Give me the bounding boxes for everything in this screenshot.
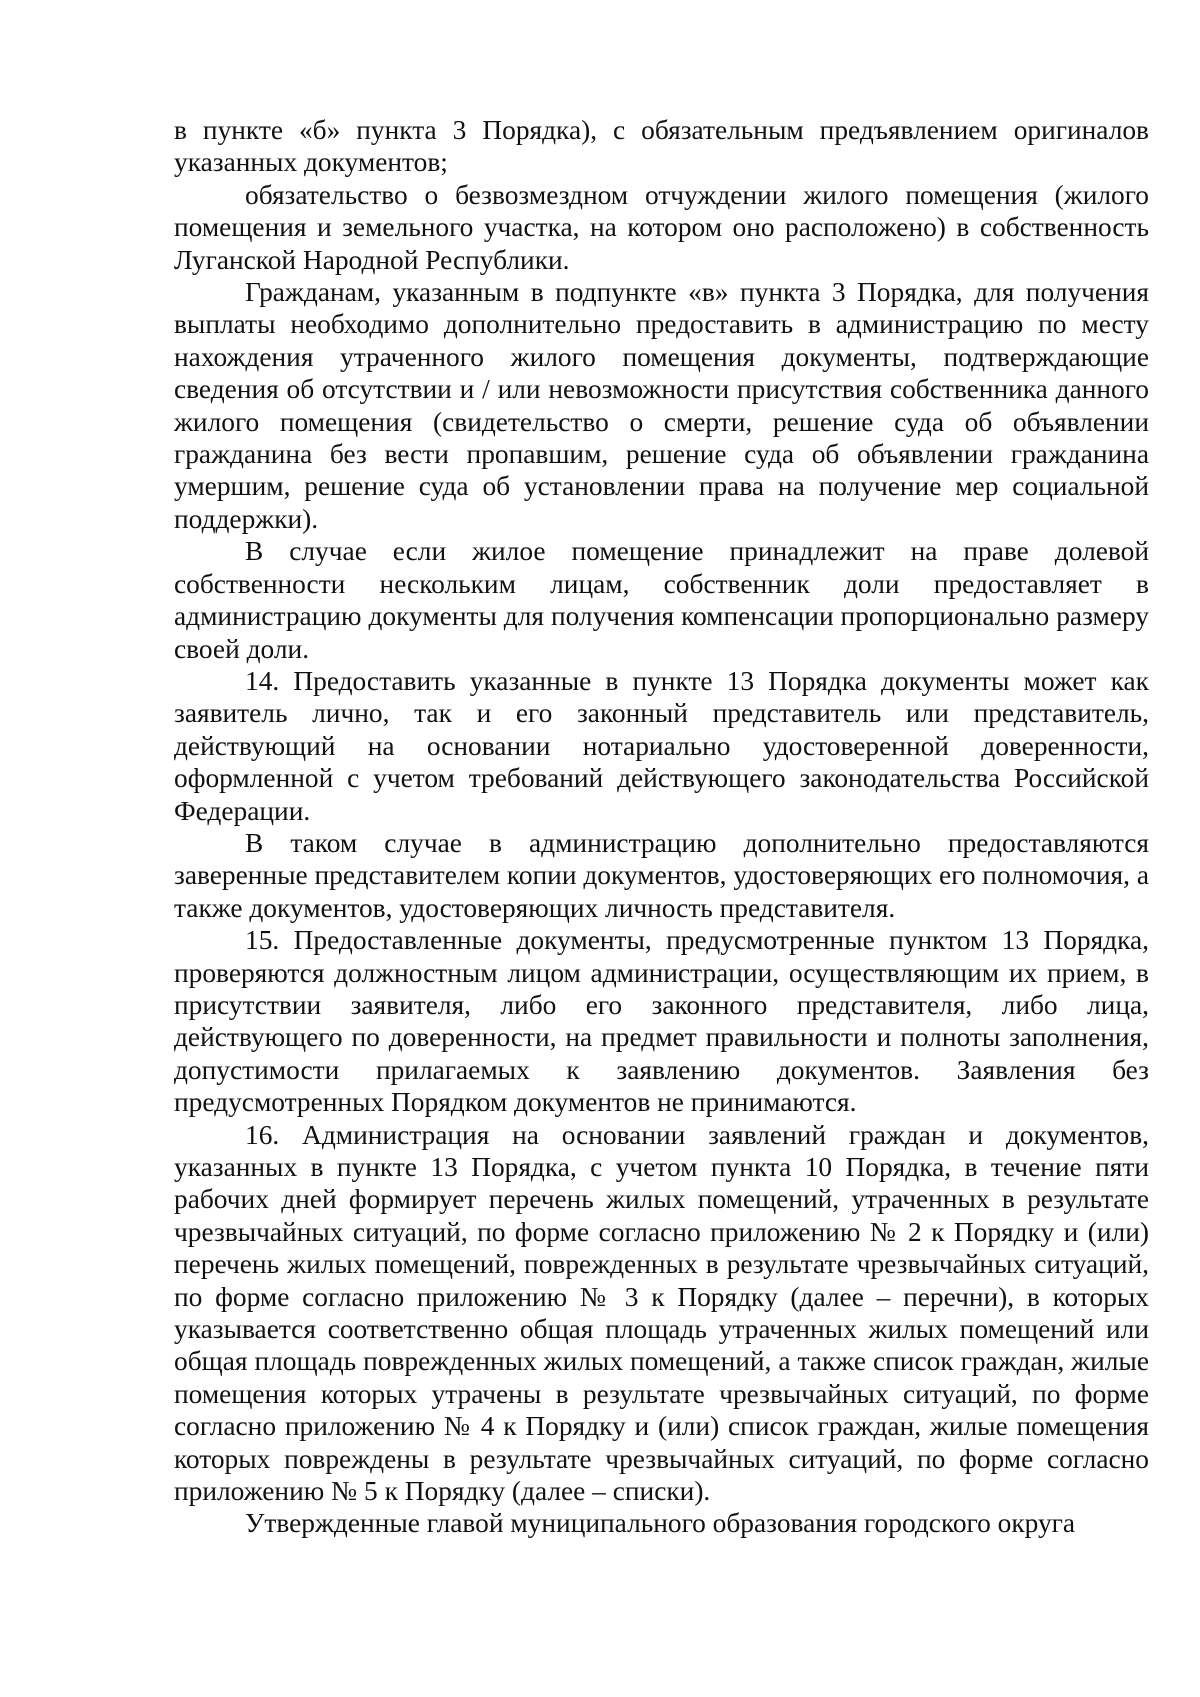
document-body	[174, 114, 1149, 1540]
paragraph-continuation: в пункте «б» пункта 3 Порядка), с обязательным предъявлением оригиналов указанных документов;	[174, 115, 1149, 178]
paragraph-obligation: обязательство о безвозмездном отчуждении жилого помещения (жилого помещения и земельного участка, на котором оно расположено) в собственность Луганской Народной Республики.	[174, 179, 1149, 275]
paragraph-representative: В таком случае в администрацию дополнительно предоставляются заверенные представителем копии документов, удостоверяющих его полномочия, а также документов, удостоверяющих личность представителя.	[174, 827, 1149, 923]
paragraph-citizens-subpoint-v: Гражданам, указанным в подпункте «в» пункта 3 Порядка, для получения выплаты необходимо дополнительно предоставить в администрацию по месту нахождения утраченного жилого помещения документы, подтверждающие сведения об отсутствии и / или невозможности присутствия собственника данного жилого помещения (свидетельство о смерти, решение суда об объявлении гражданина без вести пропавшим, решение суда об объявлении гражданина умершим, решение суда об установлении права на получение мер социальной поддержки).	[174, 277, 1149, 534]
paragraph-shared-ownership: В случае если жилое помещение принадлежит на праве долевой собственности нескольким лицам, собственник доли предоставляет в администрацию документы для получения компенсации пропорционально размеру своей доли.	[174, 536, 1149, 664]
paragraph-15: 15. Предоставленные документы, предусмотренные пунктом 13 Порядка, проверяются должностным лицом администрации, осуществляющим их прием, в присутствии заявителя, либо его законного представителя, либо лица, действующего по доверенности, на предмет правильности и полноты заполнения, допустимости прилагаемых к заявлению документов. Заявления без предусмотренных Порядком документов не принимаются.	[174, 925, 1149, 1118]
paragraph-16: 16. Администрация на основании заявлений граждан и документов, указанных в пункте 13 Порядка, с учетом пункта 10 Порядка, в течение пяти рабочих дней формирует перечень жилых помещений, утраченных в результате чрезвычайных ситуаций, по форме согласно приложению № 2 к Порядку и (или) перечень жилых помещений, поврежденных в результате чрезвычайных ситуаций, по форме согласно приложению № 3 к Порядку (далее – перечни), в которых указывается соответственно общая площадь утраченных жилых помещений или общая площадь поврежденных жилых помещений, а также список граждан, жилые помещения которых утрачены в результате чрезвычайных ситуаций, по форме согласно приложению № 4 к Порядку и (или) список граждан, жилые помещения которых повреждены в результате чрезвычайных ситуаций, по форме согласно приложению № 5 к Порядку (далее – списки).	[174, 1119, 1149, 1507]
paragraph-14: 14. Предоставить указанные в пункте 13 Порядка документы может как заявитель лично, так и его законный представитель или представитель, действующий на основании нотариально удостоверенной доверенности, оформленной с учетом требований действующего законодательства Российской Федерации.	[174, 665, 1149, 826]
paragraph-approved: Утвержденные главой муниципального образования городского округа	[245, 1508, 1076, 1539]
